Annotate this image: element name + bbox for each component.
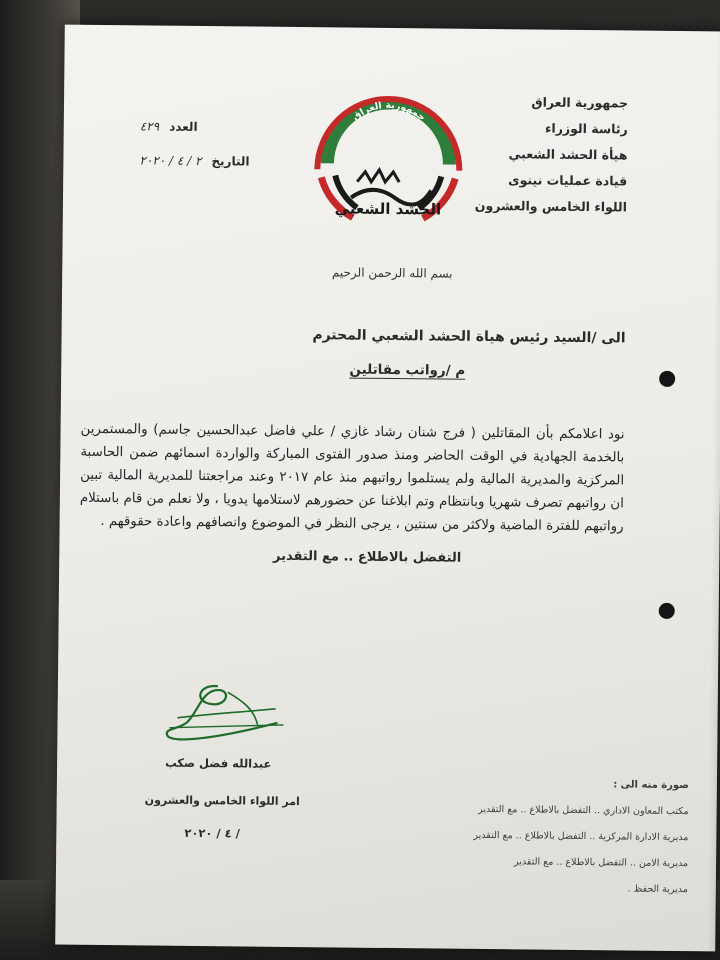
copy-line: مديرية الادارة المركزية .. التفضل بالاطلاع .. مع التقدير: [473, 829, 689, 844]
reference-date-row: [139, 143, 309, 179]
org-line-cabinet: رئاسة الوزراء: [544, 120, 628, 137]
copy-line: مديرية الحفظ .: [627, 883, 688, 896]
punch-hole-upper: [659, 371, 675, 387]
copies-heading: صورة منه الى :: [613, 779, 689, 792]
signature-date: / ٤ / ٢٠٢٠: [184, 825, 240, 841]
logo-word: الحشد الشعبي: [334, 199, 442, 219]
org-line-republic: جمهورية العراق: [531, 94, 629, 111]
org-line-ninewa-ops: قيادة عمليات نينوى: [508, 172, 628, 189]
reference-number-row: [140, 109, 310, 145]
reference-block: [139, 109, 310, 179]
subject-line: م /رواتب مقاتلين: [349, 361, 466, 379]
punch-hole-lower: [659, 603, 675, 619]
closing-line: التفضل بالاطلاع .. مع التقدير: [272, 548, 462, 566]
copy-line: مديرية الامن .. التفضل بالاطلاع .. مع التقدير: [514, 856, 689, 870]
copies-list: [468, 771, 689, 903]
pmf-logo: [313, 85, 464, 227]
signatory-name: عبدالله فضل صكب: [165, 755, 272, 771]
number-value: ٤٢٩: [139, 119, 160, 134]
recipient-line: الى /السيد رئيس هياة الحشد الشعبي المحترم: [312, 327, 626, 347]
letter-body: نود اعلامكم بأن المقاتلين ( فرج شنان رشاد غازي / علي فاضل عبدالحسين جاسم) والمستمرين بالخدمة الجهادية في الوقت الحاضر ومنذ صدور الفتوى المباركة والواردة اسمائهم ضمن الحاسبة المركزية والمديرية المالية ولم يستلموا رواتبهم منذ عام ٢٠١٧ وعند مراجعتنا للمديرية المالية تبين ان رواتبهم تصرف شهريا وبانتظام وتم ابلاغنا عن حضورهم لاستلامها يدويا ، ولا نعلم من قام باستلام رواتبهم للفترة الماضية ولاكثر من سنتين ، يرجى النظر في الموضوع وانصافهم واعادة حقوقهم .: [79, 421, 625, 535]
handwritten-signature: [157, 678, 288, 749]
date-value: ٢ / ٤ / ٢٠٢٠: [139, 153, 202, 169]
paper-crease: [707, 31, 720, 951]
letter-document: [55, 25, 720, 952]
copy-line: مكتب المعاون الاداري .. التفضل بالاطلاع .. مع التقدير: [478, 803, 689, 818]
basmala: بسم الله الرحمن الرحيم: [331, 265, 453, 281]
logo-arc-text: جمهورية العراق: [350, 99, 428, 124]
org-line-brigade: اللواء الخامس والعشرون: [474, 197, 628, 215]
date-label: التاريخ: [211, 154, 250, 169]
signatory-title: امر اللواء الخامس والعشرون: [144, 793, 300, 809]
org-line-pmf: هيأة الحشد الشعبي: [508, 146, 628, 163]
number-label: العدد: [169, 119, 198, 134]
